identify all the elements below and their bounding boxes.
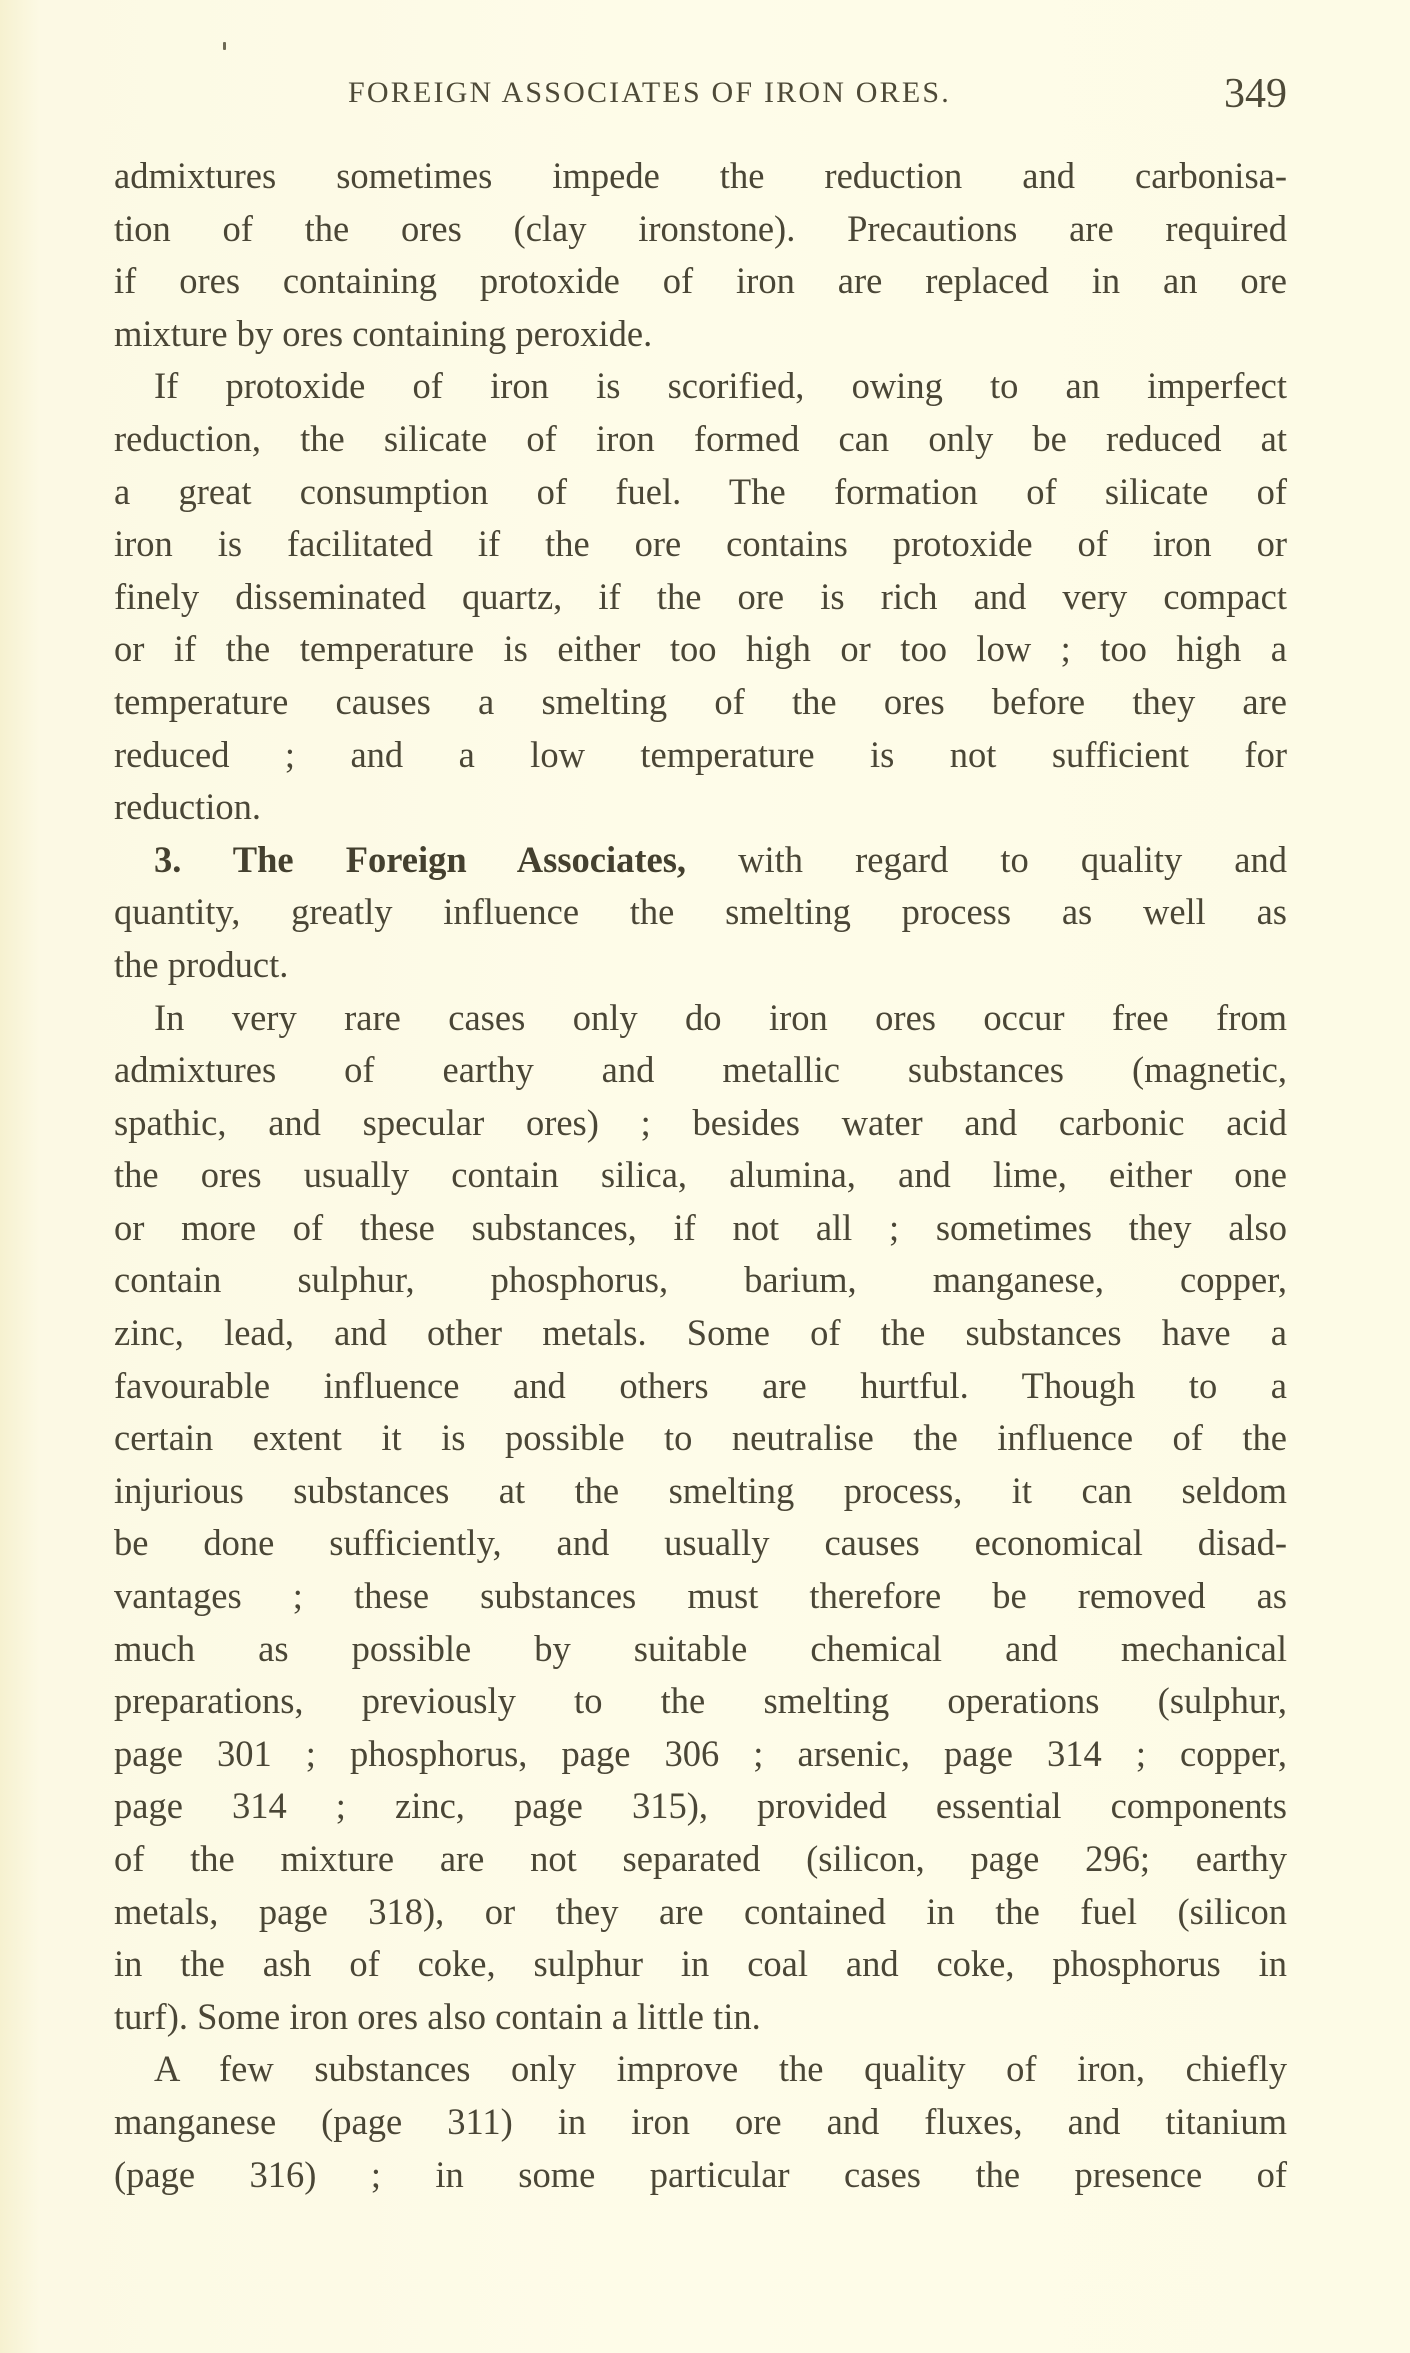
page-number: 349: [1224, 71, 1287, 117]
section-heading: 3. The Foreign Associates,: [154, 838, 687, 880]
text-line: [114, 1149, 1287, 1202]
line-text: iron is facilitated if the ore contains protoxide of iron or: [114, 523, 1287, 565]
text-line: [114, 1728, 1287, 1781]
line-text: admixtures of earthy and metallic substances (magnetic,: [114, 1049, 1287, 1091]
text-line: [114, 518, 1287, 571]
line-text: manganese (page 311) in iron ore and fluxes, and titanium: [114, 2100, 1287, 2142]
line-text: much as possible by suitable chemical and mechanical: [114, 1627, 1287, 1669]
text-line: [114, 2043, 1287, 2096]
line-text: page 301 ; phosphorus, page 306 ; arsenic, page 314 ; copper,: [114, 1732, 1287, 1774]
text-line: [114, 571, 1287, 624]
line-text: admixtures sometimes impede the reduction and carbonisa-: [114, 155, 1287, 196]
text-line: [114, 360, 1287, 413]
text-line: [114, 1886, 1287, 1939]
text-line: [114, 2149, 1287, 2202]
line-text: if ores containing protoxide of iron are replaced in an ore: [114, 260, 1287, 302]
text-line: [114, 2096, 1287, 2149]
text-line: [114, 1780, 1287, 1833]
text-line: [114, 413, 1287, 466]
text-line: [114, 308, 1287, 361]
line-text: a great consumption of fuel. The formation of silicate of: [114, 470, 1287, 512]
line-text: temperature causes a smelting of the ores before they are: [114, 680, 1287, 722]
line-text: zinc, lead, and other metals. Some of the substances have a: [114, 1312, 1287, 1354]
text-line: [114, 781, 1287, 834]
text-line: [114, 1412, 1287, 1465]
text-line: [114, 1675, 1287, 1728]
text-line: [114, 1833, 1287, 1886]
scan-speck: [223, 42, 226, 50]
text-line: [114, 623, 1287, 676]
line-text: favourable influence and others are hurtful. Though to a: [114, 1364, 1287, 1406]
line-text: the product.: [114, 943, 289, 985]
line-text: preparations, previously to the smelting operations (sulphur,: [114, 1680, 1287, 1722]
text-line: [114, 886, 1287, 939]
line-text: reduced ; and a low temperature is not sufficient for: [114, 733, 1287, 775]
text-line: [114, 729, 1287, 782]
line-text: turf). Some iron ores also contain a little tin.: [114, 1995, 761, 2037]
text-line: [114, 1570, 1287, 1623]
running-head: [114, 72, 1287, 116]
text-line: [114, 150, 1287, 203]
line-text: in the ash of coke, sulphur in coal and coke, phosphorus in: [114, 1943, 1287, 1985]
text-line: [114, 939, 1287, 992]
line-text: metals, page 318), or they are contained in the fuel (silicon: [114, 1890, 1287, 1932]
line-text: reduction.: [114, 786, 261, 828]
line-text: vantages ; these substances must therefore be removed as: [114, 1575, 1287, 1617]
line-text: A few substances only improve the quality of iron, chiefly: [154, 2048, 1287, 2090]
line-text: be done sufficiently, and usually causes economical disad-: [114, 1522, 1287, 1564]
text-line: [114, 1044, 1287, 1097]
text-line: [114, 1202, 1287, 1255]
text-line: [114, 1307, 1287, 1360]
line-text: contain sulphur, phosphorus, barium, manganese, copper,: [114, 1259, 1287, 1301]
text-line: [114, 466, 1287, 519]
line-text: or if the temperature is either too high or too low ; too high a: [114, 628, 1287, 670]
line-text: injurious substances at the smelting process, it can seldom: [114, 1469, 1287, 1511]
line-text: or more of these substances, if not all ; sometimes they also: [114, 1206, 1287, 1248]
text-line: [114, 203, 1287, 256]
line-text: spathic, and specular ores) ; besides water and carbonic acid: [114, 1101, 1287, 1143]
line-text: certain extent it is possible to neutralise the influence of the: [114, 1417, 1287, 1459]
line-text: reduction, the silicate of iron formed can only be reduced at: [114, 417, 1287, 459]
text-line: [114, 1517, 1287, 1570]
text-line: [114, 1097, 1287, 1150]
line-text: (page 316) ; in some particular cases the presence of: [114, 2153, 1287, 2195]
text-line: [114, 1991, 1287, 2044]
line-text: If protoxide of iron is scorified, owing to an imperfect: [154, 365, 1287, 407]
line-text: In very rare cases only do iron ores occur free from: [154, 996, 1287, 1038]
body-text: [114, 150, 1287, 2201]
line-text: finely disseminated quartz, if the ore is rich and very compact: [114, 575, 1287, 617]
text-line: [114, 1938, 1287, 1991]
line-text: tion of the ores (clay ironstone). Precautions are required: [114, 207, 1287, 249]
line-text: quantity, greatly influence the smelting process as well as: [114, 891, 1287, 933]
line-text: of the mixture are not separated (silicon, page 296; earthy: [114, 1838, 1287, 1879]
line-text: page 314 ; zinc, page 315), provided essential components: [114, 1785, 1287, 1827]
text-line: [114, 992, 1287, 1045]
running-head-title: FOREIGN ASSOCIATES OF IRON ORES.: [348, 76, 951, 109]
line-text: with regard to quality and: [686, 838, 1287, 880]
text-line: [114, 676, 1287, 729]
line-text: mixture by ores containing peroxide.: [114, 312, 653, 354]
text-line: [114, 1254, 1287, 1307]
text-line: [114, 1623, 1287, 1676]
line-text: the ores usually contain silica, alumina, and lime, either one: [114, 1154, 1287, 1196]
text-line: [114, 1360, 1287, 1413]
text-line: [114, 255, 1287, 308]
text-line: [114, 834, 1287, 887]
text-line: [114, 1465, 1287, 1518]
